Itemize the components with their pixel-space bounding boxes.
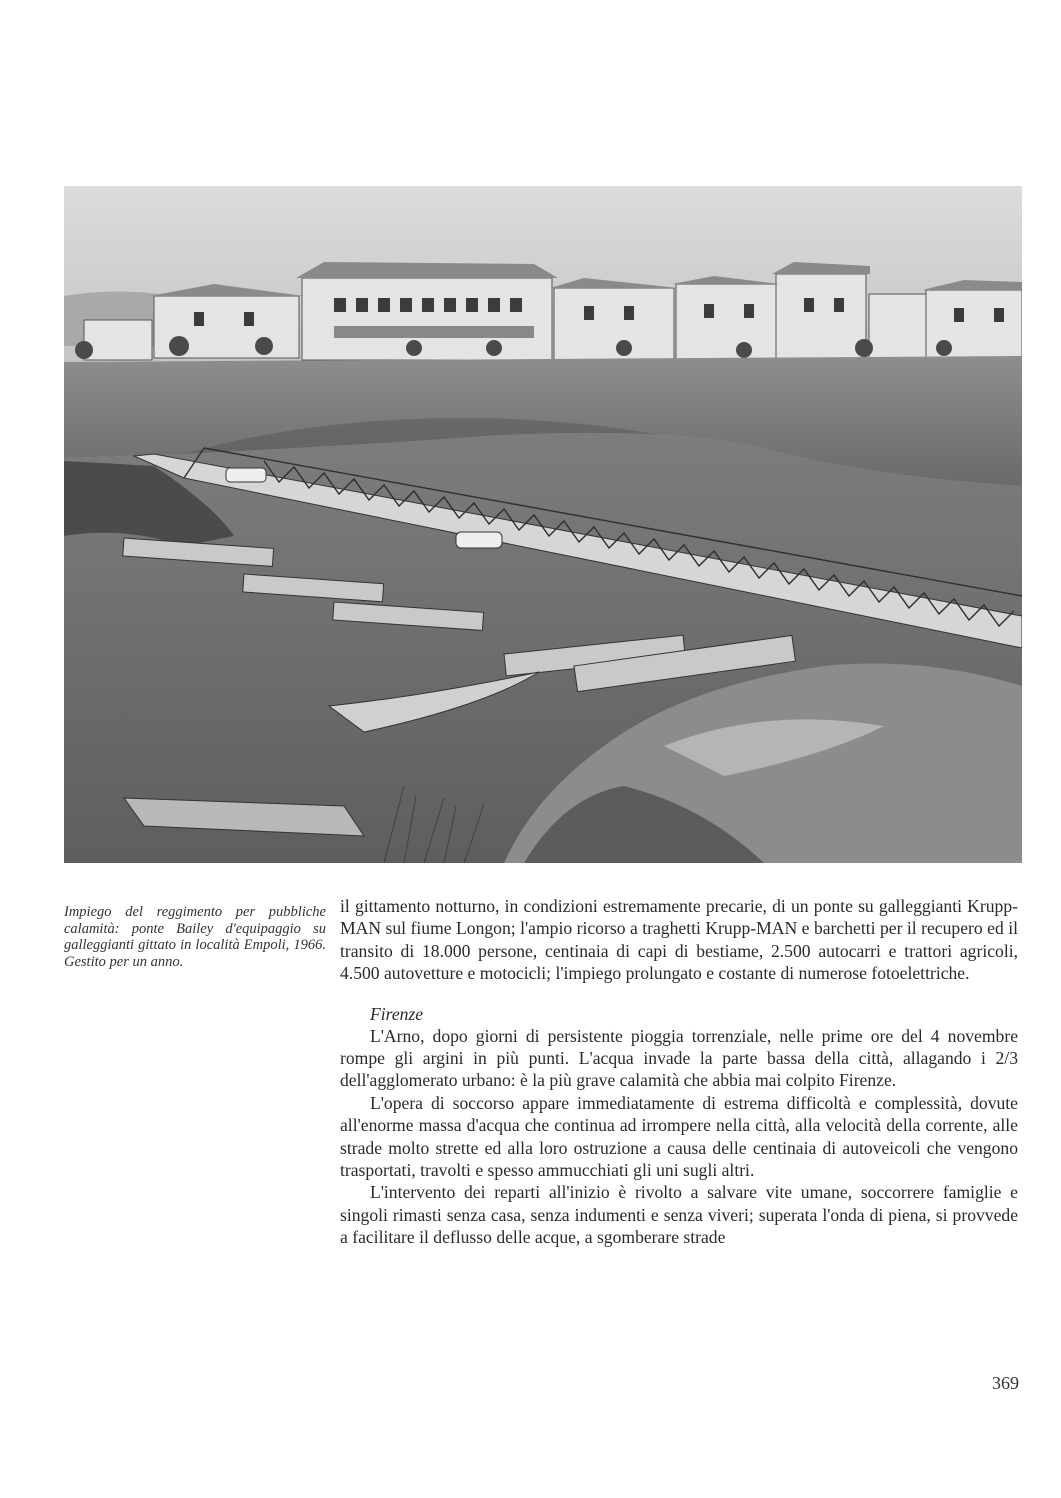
page-number: 369 [992, 1373, 1019, 1393]
bridge-photo [64, 186, 1022, 863]
paragraph-3: L'intervento dei reparti all'inizio è rivolto a salvare vite umane, soccorrere famiglie e singoli rimasti senza casa, senza indumenti e senza viveri; superata l'onda di piena, si provvede a facilitare il deflusso delle acque, a sgomberare strade [340, 1182, 1018, 1248]
intro-paragraph: il gittamento notturno, in condizioni estremamente precarie, di un ponte su galleggianti Krupp-MAN sul fiume Longon; l'ampio ricorso a traghetti Krupp-MAN e barchetti per il recupero ed il transito di 18.000 persone, centinaia di capi di bestiame, 2.500 autocarri e trattori agricoli, 4.500 autovetture e motocicli; l'impiego prolungato e costante di numerose fotoelettriche. [340, 896, 1018, 984]
paragraph-1: L'Arno, dopo giorni di persistente pioggia torrenziale, nelle prime ore del 4 novembre rompe gli argini in più punti. L'acqua invade la parte bassa della città, allagando i 2/3 dell'agglomerato urbano: è la più grave calamità che abbia mai colpito Firenze. [340, 1025, 1018, 1091]
main-text [340, 895, 1018, 1249]
photo-caption: Impiego del reggimento per pubbliche calamità: ponte Bailey d'equipaggio su galleggianti gittato in località Empoli, 1966. Gestito per un anno. [64, 904, 326, 970]
section-title: Firenze [370, 1003, 424, 1024]
bridge-photo-illustration [64, 186, 1022, 863]
paragraph-2: L'opera di soccorso appare immediatamente di estrema difficoltà e complessità, dovute all'enorme massa d'acqua che continua ad irrompere nella città, alla velocità della corrente, alle strade molto strette ed alla loro ostruzione a causa delle centinaia di autoveicoli che vengono trasportati, travolti e spesso ammucchiati gli uni sugli altri. [340, 1092, 1018, 1181]
